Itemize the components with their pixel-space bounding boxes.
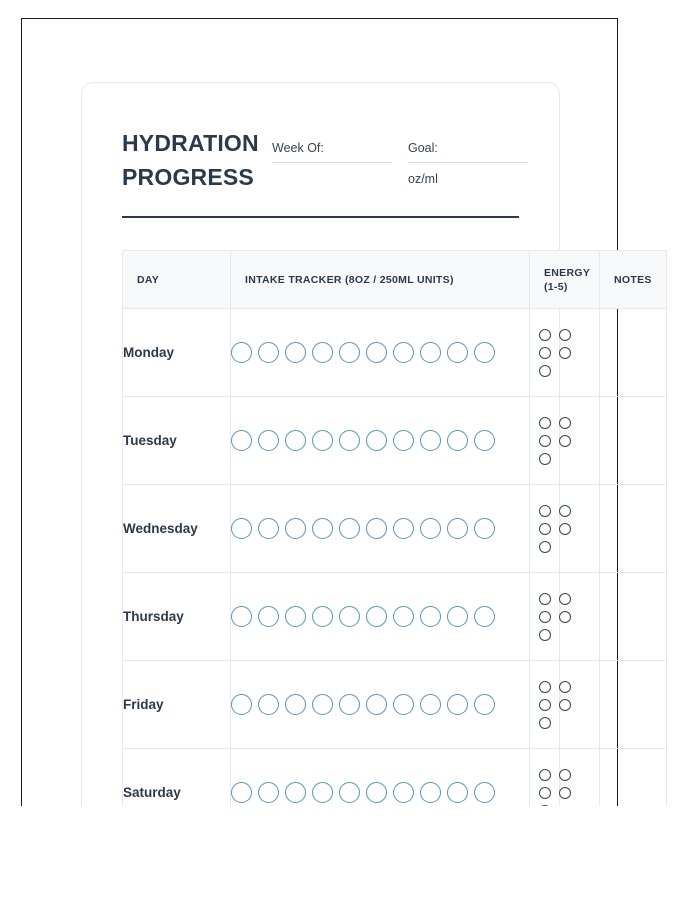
intake-unit-circle[interactable] <box>366 518 387 539</box>
intake-unit-circle[interactable] <box>393 342 414 363</box>
energy-dot[interactable] <box>559 769 571 781</box>
energy-dot[interactable] <box>539 541 551 553</box>
energy-rating-cell <box>530 749 600 807</box>
intake-unit-circle[interactable] <box>393 782 414 803</box>
notes-cell[interactable] <box>600 485 667 573</box>
energy-dot[interactable] <box>539 681 551 693</box>
intake-unit-circle[interactable] <box>366 342 387 363</box>
intake-tracker-cell <box>231 397 530 485</box>
intake-unit-circle[interactable] <box>285 430 306 451</box>
column-header-day: DAY <box>123 251 231 309</box>
table-header <box>123 251 667 309</box>
energy-dot[interactable] <box>539 453 551 465</box>
column-header-energy-line-2: (1-5) <box>544 280 568 293</box>
intake-unit-circle[interactable] <box>474 606 495 627</box>
intake-unit-circle[interactable] <box>339 782 360 803</box>
intake-unit-circle[interactable] <box>285 518 306 539</box>
intake-unit-circle[interactable] <box>447 694 468 715</box>
energy-dot[interactable] <box>559 329 571 341</box>
intake-unit-circle[interactable] <box>339 694 360 715</box>
notes-cell[interactable] <box>600 749 667 807</box>
energy-dot[interactable] <box>559 435 571 447</box>
energy-dot[interactable] <box>559 347 571 359</box>
energy-dot[interactable] <box>539 805 551 807</box>
worksheet-header <box>122 126 542 226</box>
energy-dot-group <box>539 593 589 641</box>
table-row <box>123 573 667 661</box>
intake-tracker-cell <box>231 573 530 661</box>
intake-unit-group <box>231 606 529 627</box>
goal-write-line[interactable] <box>408 162 528 163</box>
energy-dot-group <box>539 505 589 553</box>
intake-unit-circle[interactable] <box>312 606 333 627</box>
intake-unit-group <box>231 518 529 539</box>
table-row <box>123 485 667 573</box>
intake-unit-circle[interactable] <box>285 342 306 363</box>
energy-dot[interactable] <box>539 435 551 447</box>
energy-rating-cell <box>530 573 600 661</box>
intake-unit-circle[interactable] <box>366 430 387 451</box>
intake-unit-circle[interactable] <box>447 430 468 451</box>
goal-label: Goal: <box>408 141 438 155</box>
intake-unit-circle[interactable] <box>312 694 333 715</box>
energy-dot[interactable] <box>539 593 551 605</box>
notes-cell[interactable] <box>600 661 667 749</box>
week-of-write-line[interactable] <box>272 162 392 163</box>
energy-dot-group <box>539 769 589 807</box>
intake-tracker-cell <box>231 661 530 749</box>
column-header-energy-line-1: ENERGY <box>544 266 591 279</box>
goal-unit-label: oz/ml <box>408 172 438 186</box>
intake-unit-circle[interactable] <box>366 694 387 715</box>
energy-dot[interactable] <box>559 787 571 799</box>
energy-dot[interactable] <box>539 699 551 711</box>
intake-unit-circle[interactable] <box>231 782 252 803</box>
header-divider-rule <box>122 216 519 218</box>
energy-dot[interactable] <box>559 681 571 693</box>
column-header-energy <box>530 251 600 309</box>
intake-unit-circle[interactable] <box>231 430 252 451</box>
intake-tracker-cell <box>231 749 530 807</box>
table-header-row <box>123 251 667 309</box>
intake-unit-circle[interactable] <box>312 342 333 363</box>
intake-unit-circle[interactable] <box>258 518 279 539</box>
energy-dot[interactable] <box>539 769 551 781</box>
energy-dot[interactable] <box>539 417 551 429</box>
energy-dot[interactable] <box>539 523 551 535</box>
intake-unit-circle[interactable] <box>393 606 414 627</box>
table-body <box>123 309 667 807</box>
intake-unit-circle[interactable] <box>474 342 495 363</box>
energy-dot-group <box>539 329 589 377</box>
intake-unit-circle[interactable] <box>420 430 441 451</box>
energy-rating-cell <box>530 397 600 485</box>
energy-dot[interactable] <box>559 593 571 605</box>
intake-unit-circle[interactable] <box>312 518 333 539</box>
column-header-notes: NOTES <box>600 251 667 309</box>
energy-dot[interactable] <box>539 365 551 377</box>
intake-unit-circle[interactable] <box>339 518 360 539</box>
energy-dot[interactable] <box>559 699 571 711</box>
intake-unit-circle[interactable] <box>393 430 414 451</box>
energy-dot[interactable] <box>559 505 571 517</box>
hydration-tracker-table <box>122 250 667 806</box>
intake-tracker-cell <box>231 485 530 573</box>
intake-unit-circle[interactable] <box>420 694 441 715</box>
intake-unit-circle[interactable] <box>474 782 495 803</box>
intake-unit-circle[interactable] <box>258 430 279 451</box>
notes-cell[interactable] <box>600 573 667 661</box>
intake-unit-circle[interactable] <box>393 694 414 715</box>
column-header-intake: INTAKE TRACKER (8OZ / 250ML UNITS) <box>231 251 530 309</box>
week-of-label: Week Of: <box>272 141 324 155</box>
day-label-cell: Wednesday <box>123 485 231 573</box>
intake-unit-circle[interactable] <box>285 606 306 627</box>
intake-unit-circle[interactable] <box>231 342 252 363</box>
table-row <box>123 397 667 485</box>
energy-rating-cell <box>530 661 600 749</box>
intake-unit-circle[interactable] <box>447 782 468 803</box>
week-of-field[interactable] <box>272 140 392 163</box>
intake-unit-circle[interactable] <box>339 430 360 451</box>
energy-dot[interactable] <box>539 347 551 359</box>
energy-rating-cell <box>530 309 600 397</box>
intake-unit-circle[interactable] <box>420 518 441 539</box>
energy-dot[interactable] <box>559 611 571 623</box>
energy-dot[interactable] <box>559 417 571 429</box>
goal-field[interactable] <box>408 140 528 186</box>
intake-unit-circle[interactable] <box>474 430 495 451</box>
energy-dot[interactable] <box>539 629 551 641</box>
intake-unit-circle[interactable] <box>231 518 252 539</box>
intake-unit-circle[interactable] <box>393 518 414 539</box>
intake-unit-circle[interactable] <box>285 694 306 715</box>
energy-dot[interactable] <box>539 611 551 623</box>
intake-unit-circle[interactable] <box>366 606 387 627</box>
intake-unit-circle[interactable] <box>312 782 333 803</box>
intake-unit-circle[interactable] <box>231 694 252 715</box>
intake-unit-circle[interactable] <box>258 342 279 363</box>
intake-unit-circle[interactable] <box>420 606 441 627</box>
day-label-cell: Saturday <box>123 749 231 807</box>
day-label-cell: Tuesday <box>123 397 231 485</box>
intake-unit-circle[interactable] <box>231 606 252 627</box>
energy-dot[interactable] <box>539 329 551 341</box>
day-label-cell: Thursday <box>123 573 231 661</box>
energy-dot-group <box>539 417 589 465</box>
energy-dot-group <box>539 681 589 729</box>
energy-dot[interactable] <box>539 505 551 517</box>
energy-rating-cell <box>530 485 600 573</box>
page-title-line-1: HYDRATION <box>122 130 259 156</box>
intake-unit-circle[interactable] <box>312 430 333 451</box>
intake-unit-circle[interactable] <box>420 782 441 803</box>
intake-unit-circle[interactable] <box>474 694 495 715</box>
intake-unit-circle[interactable] <box>339 606 360 627</box>
intake-unit-circle[interactable] <box>258 694 279 715</box>
intake-unit-group <box>231 694 529 715</box>
intake-unit-circle[interactable] <box>447 518 468 539</box>
day-label-cell: Monday <box>123 309 231 397</box>
table-row <box>123 749 667 807</box>
intake-unit-circle[interactable] <box>339 342 360 363</box>
intake-unit-circle[interactable] <box>285 782 306 803</box>
intake-unit-circle[interactable] <box>258 606 279 627</box>
notes-cell[interactable] <box>600 309 667 397</box>
energy-dot[interactable] <box>539 787 551 799</box>
intake-tracker-cell <box>231 309 530 397</box>
intake-unit-group <box>231 782 529 803</box>
intake-unit-group <box>231 342 529 363</box>
notes-cell[interactable] <box>600 397 667 485</box>
intake-unit-circle[interactable] <box>474 518 495 539</box>
intake-unit-group <box>231 430 529 451</box>
energy-dot[interactable] <box>539 717 551 729</box>
day-label-cell: Friday <box>123 661 231 749</box>
intake-unit-circle[interactable] <box>258 782 279 803</box>
intake-unit-circle[interactable] <box>447 606 468 627</box>
intake-unit-circle[interactable] <box>366 782 387 803</box>
energy-dot[interactable] <box>559 523 571 535</box>
table-row <box>123 309 667 397</box>
table-row <box>123 661 667 749</box>
intake-unit-circle[interactable] <box>447 342 468 363</box>
page-title <box>122 126 282 194</box>
intake-unit-circle[interactable] <box>420 342 441 363</box>
page-title-line-2: PROGRESS <box>122 164 254 190</box>
